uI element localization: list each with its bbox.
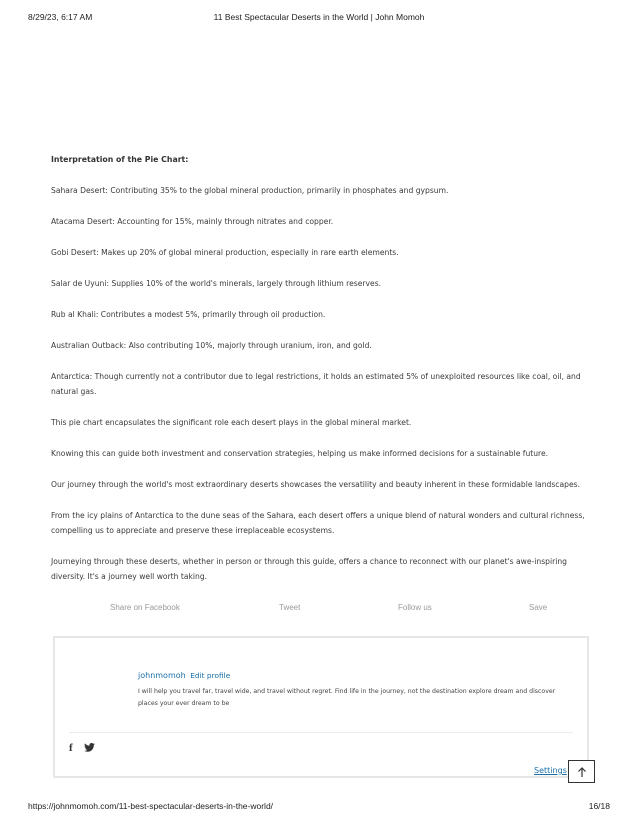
- paragraph-salar-de-uyuni: Salar de Uyuni: Supplies 10% of the world's minerals, largely through lithium reserves.: [51, 279, 382, 288]
- divider: [69, 732, 573, 733]
- author-social-links: [69, 739, 102, 754]
- tweet-button[interactable]: Tweet: [279, 603, 301, 612]
- paragraph-icy-plains: From the icy plains of Antarctica to the dune seas of the Sahara, each desert offers a unique blend of natural wonders and cultural richness, compelling us to appreciate and preserve these irreplaceable ecosystems.: [51, 511, 585, 535]
- paragraph-sahara: Sahara Desert: Contributing 35% to the global mineral production, primarily in phosphates and gypsum.: [51, 186, 449, 195]
- share-facebook-button[interactable]: Share on Facebook: [110, 603, 180, 612]
- follow-us-button[interactable]: Follow us: [398, 603, 432, 612]
- arrow-up-icon: [576, 766, 588, 778]
- print-header: [28, 12, 610, 26]
- paragraph-antarctica: Antarctica: Though currently not a contributor due to legal restrictions, it holds an estimated 5% of unexploited resources like coal, oil, and natural gas.: [51, 372, 581, 396]
- section-heading: Interpretation of the Pie Chart:: [51, 155, 189, 164]
- print-footer: [28, 801, 610, 815]
- author-name-link[interactable]: johnmomoh: [138, 671, 186, 680]
- paragraph-atacama: Atacama Desert: Accounting for 15%, mainly through nitrates and copper.: [51, 217, 334, 226]
- paragraph-rub-al-khali: Rub al Khali: Contributes a modest 5%, primarily through oil production.: [51, 310, 326, 319]
- facebook-icon[interactable]: f: [69, 742, 73, 754]
- page-number: 16/18: [588, 801, 610, 811]
- page-url: https://johnmomoh.com/11-best-spectacular-deserts-in-the-world/: [28, 801, 274, 811]
- settings-link[interactable]: Settings: [534, 766, 567, 776]
- save-button[interactable]: Save: [529, 603, 548, 612]
- paragraph-pie-chart-summary: This pie chart encapsulates the significant role each desert plays in the global mineral market.: [51, 418, 412, 427]
- print-datetime: 8/29/23, 6:17 AM: [28, 12, 93, 22]
- print-page-title: 11 Best Spectacular Deserts in the World | John Momoh: [213, 12, 425, 22]
- paragraph-journey: Our journey through the world's most extraordinary deserts showcases the versatility and beauty inherent in these formidable landscapes.: [51, 480, 580, 489]
- twitter-icon[interactable]: [84, 739, 95, 757]
- author-box: [53, 636, 589, 778]
- article-body: [51, 152, 591, 600]
- paragraph-conclusion: Journeying through these deserts, whether in person or through this guide, offers a chance to reconnect with our planet's awe-inspiring diversity. It's a journey well worth taking.: [51, 557, 567, 581]
- back-to-top-button[interactable]: [568, 760, 595, 783]
- paragraph-investment: Knowing this can guide both investment and conservation strategies, helping us make informed decisions for a sustainable future.: [51, 449, 549, 458]
- paragraph-gobi: Gobi Desert: Makes up 20% of global mineral production, especially in rare earth elements.: [51, 248, 399, 257]
- author-bio: I will help you travel far, travel wide, and travel without regret. Find life in the journey, not the destination explore dream and discover places your ever dream to be: [138, 688, 556, 707]
- author-name-row: [138, 671, 230, 680]
- paragraph-australian-outback: Australian Outback: Also contributing 10%, majorly through uranium, iron, and gold.: [51, 341, 372, 350]
- edit-profile-link[interactable]: Edit profile: [190, 671, 231, 680]
- share-bar: [51, 603, 591, 617]
